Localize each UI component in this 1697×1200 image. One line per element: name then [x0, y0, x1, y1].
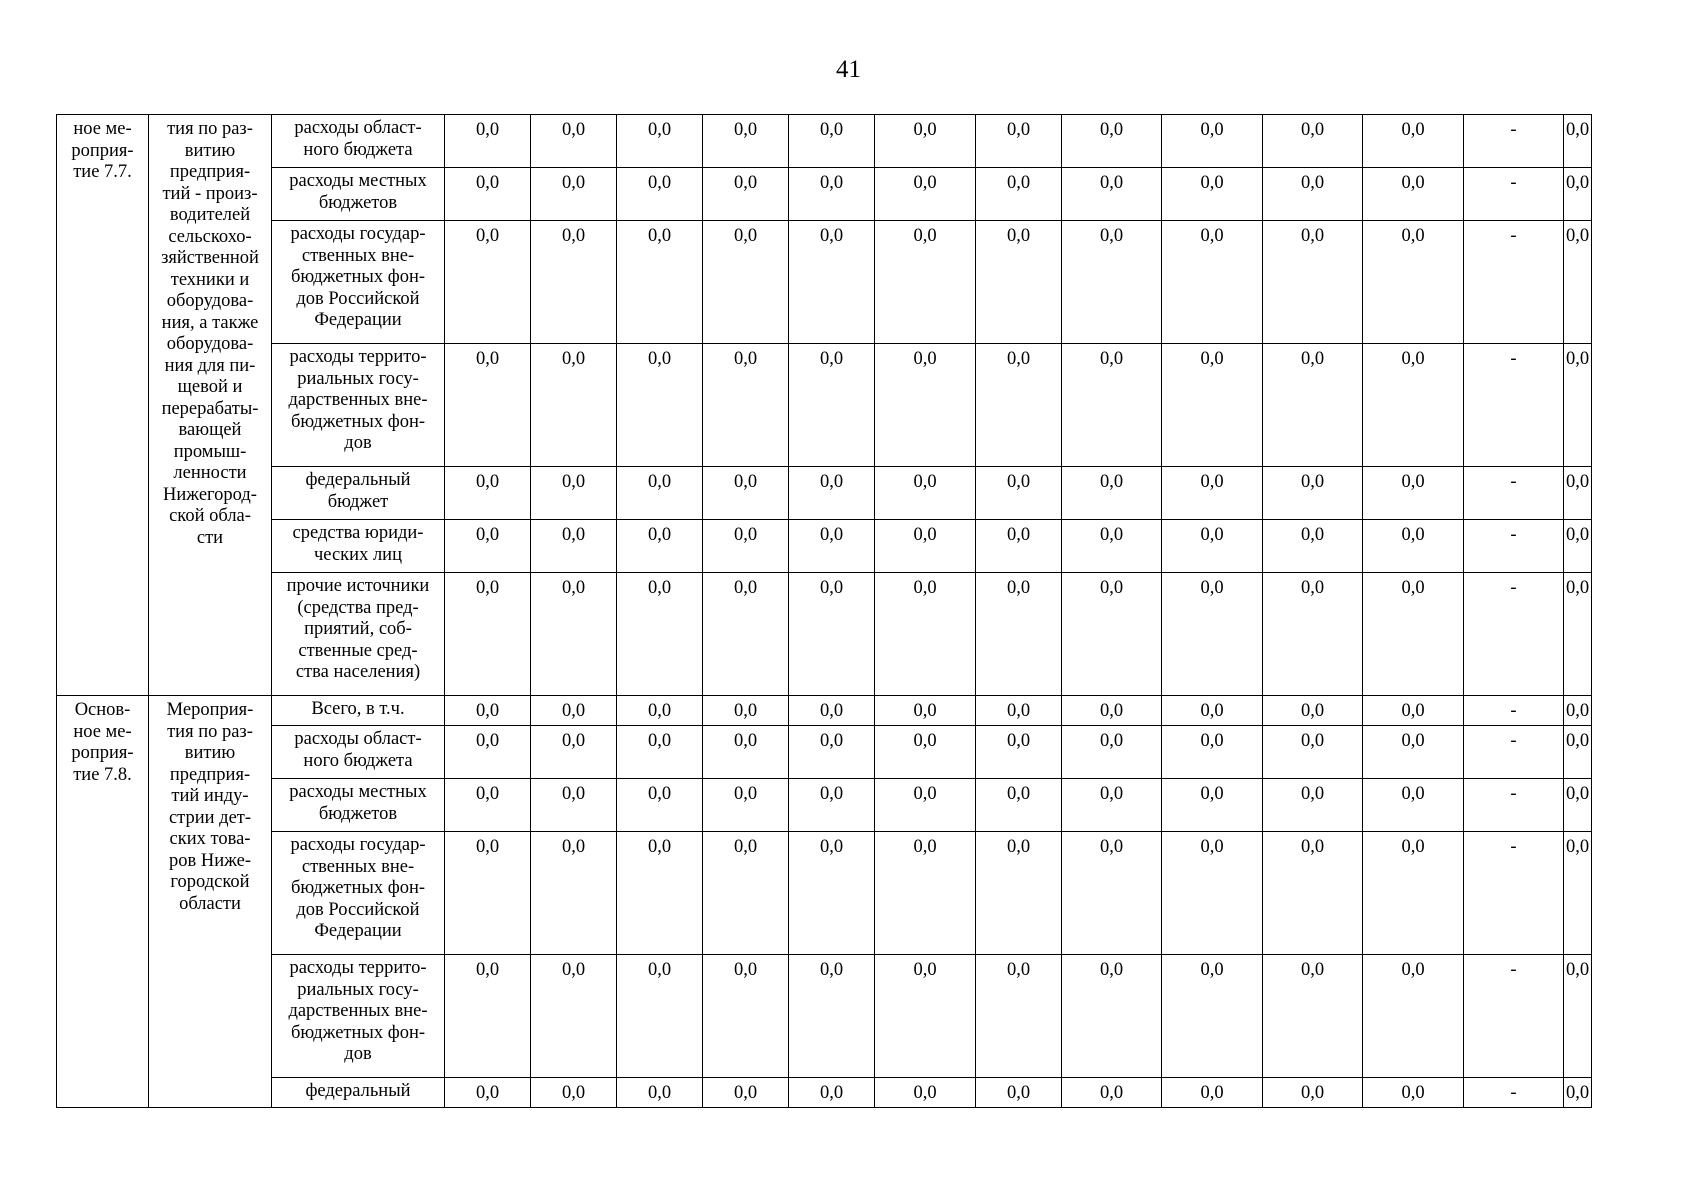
value-cell: 0,0 [875, 168, 976, 221]
value-cell: 0,0 [703, 726, 789, 779]
value-cell: 0,0 [445, 573, 531, 696]
value-cell: 0,0 [976, 467, 1062, 520]
value-cell: 0,0 [1363, 115, 1464, 168]
value-cell: 0,0 [445, 955, 531, 1078]
value-cell: 0,0 [703, 779, 789, 832]
value-cell: 0,0 [789, 573, 875, 696]
value-cell: - [1464, 955, 1564, 1078]
value-cell: 0,0 [531, 573, 617, 696]
value-cell: 0,0 [1162, 955, 1263, 1078]
value-cell: 0,0 [531, 168, 617, 221]
table-row [57, 221, 1592, 344]
value-cell: 0,0 [976, 955, 1062, 1078]
funding-source-cell: расходы террито- риальных госу- дарственных вне- бюджетных фон- дов [272, 344, 445, 467]
value-cell: 0,0 [445, 1078, 531, 1108]
value-cell: 0,0 [1062, 168, 1162, 221]
value-cell: 0,0 [976, 115, 1062, 168]
value-cell: 0,0 [617, 344, 703, 467]
value-cell: 0,0 [1062, 726, 1162, 779]
value-cell: 0,0 [1062, 344, 1162, 467]
table-row [57, 115, 1592, 168]
value-cell: - [1464, 832, 1564, 955]
table-row [57, 832, 1592, 955]
value-cell: 0,0 [1263, 832, 1363, 955]
value-cell: 0,0 [531, 344, 617, 467]
value-cell: 0,0 [703, 955, 789, 1078]
value-cell: 0,0 [445, 115, 531, 168]
value-cell: 0,0 [1062, 115, 1162, 168]
value-cell: 0,0 [976, 573, 1062, 696]
value-cell: 0,0 [1162, 115, 1263, 168]
value-cell: 0,0 [1363, 168, 1464, 221]
value-cell: 0,0 [875, 1078, 976, 1108]
value-cell: 0,0 [445, 168, 531, 221]
value-cell: 0,0 [1564, 832, 1592, 955]
event-code-cell: ное ме- роприя- тие 7.7. [57, 115, 149, 696]
table-row [57, 467, 1592, 520]
value-cell: 0,0 [875, 832, 976, 955]
value-cell: 0,0 [789, 168, 875, 221]
value-cell: 0,0 [531, 467, 617, 520]
value-cell: 0,0 [1062, 955, 1162, 1078]
value-cell: 0,0 [617, 726, 703, 779]
value-cell: 0,0 [1363, 955, 1464, 1078]
table-row [57, 696, 1592, 726]
value-cell: - [1464, 726, 1564, 779]
value-cell: 0,0 [789, 115, 875, 168]
value-cell: 0,0 [703, 467, 789, 520]
value-cell: 0,0 [1062, 696, 1162, 726]
value-cell: 0,0 [1263, 1078, 1363, 1108]
value-cell: 0,0 [1263, 168, 1363, 221]
value-cell: 0,0 [445, 726, 531, 779]
value-cell: 0,0 [789, 779, 875, 832]
value-cell: 0,0 [875, 955, 976, 1078]
value-cell: 0,0 [445, 221, 531, 344]
value-cell: 0,0 [1263, 779, 1363, 832]
value-cell: 0,0 [445, 779, 531, 832]
value-cell: 0,0 [1162, 696, 1263, 726]
value-cell: 0,0 [531, 221, 617, 344]
value-cell: 0,0 [1062, 221, 1162, 344]
value-cell: 0,0 [1062, 520, 1162, 573]
value-cell: 0,0 [617, 955, 703, 1078]
value-cell: 0,0 [1263, 520, 1363, 573]
value-cell: 0,0 [703, 1078, 789, 1108]
value-cell: 0,0 [875, 467, 976, 520]
value-cell: 0,0 [445, 344, 531, 467]
value-cell: 0,0 [1564, 115, 1592, 168]
value-cell: 0,0 [445, 696, 531, 726]
value-cell: 0,0 [617, 115, 703, 168]
value-cell: 0,0 [1162, 832, 1263, 955]
value-cell: 0,0 [789, 467, 875, 520]
value-cell: 0,0 [875, 779, 976, 832]
value-cell: 0,0 [875, 344, 976, 467]
value-cell: 0,0 [1363, 221, 1464, 344]
funding-source-cell: средства юриди- ческих лиц [272, 520, 445, 573]
value-cell: 0,0 [1564, 779, 1592, 832]
value-cell: 0,0 [531, 1078, 617, 1108]
value-cell: 0,0 [789, 832, 875, 955]
value-cell: 0,0 [617, 573, 703, 696]
value-cell: 0,0 [1263, 221, 1363, 344]
value-cell: 0,0 [1363, 1078, 1464, 1108]
value-cell: - [1464, 168, 1564, 221]
value-cell: - [1464, 696, 1564, 726]
value-cell: 0,0 [617, 779, 703, 832]
value-cell: 0,0 [617, 467, 703, 520]
table-row [57, 344, 1592, 467]
value-cell: 0,0 [976, 221, 1062, 344]
funding-source-cell: прочие источники (средства пред- приятий, соб- ственные сред- ства населения) [272, 573, 445, 696]
table-row [57, 779, 1592, 832]
table-row [57, 168, 1592, 221]
value-cell: 0,0 [1162, 726, 1263, 779]
funding-source-cell: федеральный [272, 1078, 445, 1108]
value-cell: 0,0 [1363, 344, 1464, 467]
value-cell: 0,0 [976, 696, 1062, 726]
value-cell: 0,0 [1363, 573, 1464, 696]
table-row [57, 573, 1592, 696]
event-code-cell: Основ- ное ме- роприя- тие 7.8. [57, 696, 149, 1108]
funding-source-cell: расходы област- ного бюджета [272, 726, 445, 779]
value-cell: 0,0 [1263, 344, 1363, 467]
funding-source-cell: федеральный бюджет [272, 467, 445, 520]
value-cell: 0,0 [875, 221, 976, 344]
value-cell: 0,0 [875, 726, 976, 779]
value-cell: 0,0 [1162, 1078, 1263, 1108]
value-cell: 0,0 [531, 955, 617, 1078]
value-cell: 0,0 [531, 726, 617, 779]
value-cell: 0,0 [445, 520, 531, 573]
value-cell: 0,0 [875, 115, 976, 168]
funding-source-cell: расходы област- ного бюджета [272, 115, 445, 168]
value-cell: - [1464, 573, 1564, 696]
funding-source-cell: Всего, в т.ч. [272, 696, 445, 726]
value-cell: 0,0 [1564, 696, 1592, 726]
value-cell: 0,0 [789, 696, 875, 726]
value-cell: 0,0 [1564, 467, 1592, 520]
value-cell: 0,0 [1564, 573, 1592, 696]
value-cell: 0,0 [531, 779, 617, 832]
value-cell: 0,0 [1162, 221, 1263, 344]
value-cell: 0,0 [1162, 168, 1263, 221]
value-cell: 0,0 [789, 344, 875, 467]
value-cell: 0,0 [1263, 467, 1363, 520]
value-cell: 0,0 [1162, 779, 1263, 832]
value-cell: 0,0 [875, 573, 976, 696]
funding-source-cell: расходы местных бюджетов [272, 779, 445, 832]
value-cell: 0,0 [617, 696, 703, 726]
value-cell: 0,0 [1162, 467, 1263, 520]
funding-source-cell: расходы государ- ственных вне- бюджетных фон- дов Российской Федерации [272, 832, 445, 955]
value-cell: 0,0 [1564, 726, 1592, 779]
value-cell: 0,0 [1564, 955, 1592, 1078]
value-cell: 0,0 [976, 726, 1062, 779]
value-cell: 0,0 [976, 344, 1062, 467]
value-cell: 0,0 [1162, 344, 1263, 467]
value-cell: 0,0 [703, 221, 789, 344]
value-cell: 0,0 [875, 696, 976, 726]
value-cell: 0,0 [703, 696, 789, 726]
funding-source-cell: расходы государ- ственных вне- бюджетных фон- дов Российской Федерации [272, 221, 445, 344]
value-cell: 0,0 [1363, 696, 1464, 726]
value-cell: 0,0 [1564, 520, 1592, 573]
value-cell: 0,0 [703, 344, 789, 467]
value-cell: 0,0 [1564, 168, 1592, 221]
table-row [57, 1078, 1592, 1108]
value-cell: 0,0 [1363, 832, 1464, 955]
value-cell: 0,0 [976, 779, 1062, 832]
value-cell: 0,0 [1162, 573, 1263, 696]
value-cell: 0,0 [1062, 573, 1162, 696]
budget-table [56, 114, 1592, 1108]
value-cell: 0,0 [789, 1078, 875, 1108]
value-cell: 0,0 [1564, 221, 1592, 344]
value-cell: 0,0 [1564, 1078, 1592, 1108]
value-cell: 0,0 [1062, 467, 1162, 520]
value-cell: 0,0 [976, 1078, 1062, 1108]
value-cell: - [1464, 221, 1564, 344]
value-cell: 0,0 [976, 520, 1062, 573]
value-cell: 0,0 [789, 520, 875, 573]
table-row [57, 955, 1592, 1078]
value-cell: 0,0 [1263, 573, 1363, 696]
value-cell: 0,0 [1363, 779, 1464, 832]
value-cell: 0,0 [1062, 832, 1162, 955]
value-cell: - [1464, 115, 1564, 168]
value-cell: 0,0 [531, 696, 617, 726]
funding-source-cell: расходы террито- риальных госу- дарственных вне- бюджетных фон- дов [272, 955, 445, 1078]
value-cell: 0,0 [703, 168, 789, 221]
value-cell: 0,0 [531, 115, 617, 168]
value-cell: 0,0 [531, 520, 617, 573]
value-cell: 0,0 [1363, 520, 1464, 573]
value-cell: 0,0 [1363, 726, 1464, 779]
value-cell: 0,0 [703, 573, 789, 696]
page-number: 41 [836, 56, 861, 83]
value-cell: 0,0 [445, 832, 531, 955]
value-cell: 0,0 [617, 1078, 703, 1108]
value-cell: 0,0 [976, 832, 1062, 955]
value-cell: 0,0 [789, 955, 875, 1078]
value-cell: - [1464, 1078, 1564, 1108]
value-cell: 0,0 [1263, 955, 1363, 1078]
event-title-cell: Мероприя- тия по раз- витию предприя- тий инду- стрии дет- ских това- ров Ниже- городской области [149, 696, 272, 1108]
value-cell: 0,0 [703, 115, 789, 168]
value-cell: 0,0 [1062, 779, 1162, 832]
value-cell: 0,0 [1162, 520, 1263, 573]
value-cell: - [1464, 779, 1564, 832]
value-cell: - [1464, 520, 1564, 573]
value-cell: 0,0 [703, 832, 789, 955]
table-row [57, 726, 1592, 779]
value-cell: 0,0 [789, 221, 875, 344]
value-cell: 0,0 [617, 520, 703, 573]
value-cell: 0,0 [703, 520, 789, 573]
value-cell: 0,0 [1062, 1078, 1162, 1108]
table-row [57, 520, 1592, 573]
value-cell: 0,0 [976, 168, 1062, 221]
value-cell: 0,0 [1564, 344, 1592, 467]
value-cell: 0,0 [617, 168, 703, 221]
value-cell: 0,0 [1363, 467, 1464, 520]
funding-source-cell: расходы местных бюджетов [272, 168, 445, 221]
value-cell: - [1464, 467, 1564, 520]
event-title-cell: тия по раз- витию предприя- тий - произ- водителей сельскохо- зяйственной техники и оборудова- ния, а также оборудова- ния для пи- щевой и перерабаты- вающей промыш- ленности Нижегород- ской обла- сти [149, 115, 272, 696]
value-cell: 0,0 [617, 221, 703, 344]
value-cell: 0,0 [445, 467, 531, 520]
value-cell: 0,0 [531, 832, 617, 955]
value-cell: 0,0 [875, 520, 976, 573]
value-cell: 0,0 [789, 726, 875, 779]
value-cell: 0,0 [1263, 696, 1363, 726]
value-cell: - [1464, 344, 1564, 467]
value-cell: 0,0 [617, 832, 703, 955]
value-cell: 0,0 [1263, 115, 1363, 168]
value-cell: 0,0 [1263, 726, 1363, 779]
